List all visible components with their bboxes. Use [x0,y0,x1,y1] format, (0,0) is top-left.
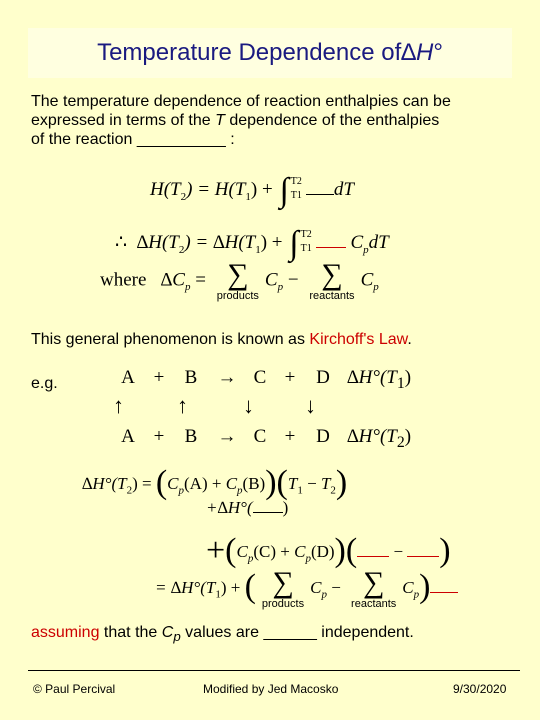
paren: ) [439,532,451,569]
minus: − [331,578,341,597]
intro-line-2 [31,111,511,130]
equation-delta-cp [100,260,379,302]
eq1-mid: ) = H(T [186,179,246,200]
reactants-label: reactants [309,290,355,302]
p-sub: p [321,588,327,601]
eq2-mid: ) = ∆H(T [184,232,256,253]
eq2-rhs: ) + [260,232,283,253]
deriv-close: ) + [220,578,241,597]
sum-reactants [351,568,396,610]
t-sub: 2 [396,433,405,451]
cp: C [360,269,374,291]
temperature-arrows [113,393,335,419]
eq1-dt: dT [333,179,354,200]
deriv-lhs: = ∆H°(T [155,578,216,597]
upper-limit: T2 [290,175,302,187]
paren: ) [282,498,289,517]
intro-paragraph [31,92,511,149]
title-delta: ∆ [401,39,416,66]
deriv-p: p [178,484,185,497]
equation-h-t2 [150,168,354,209]
assuming-text: independent. [316,624,414,641]
deriv-p: p [237,484,243,497]
derivation-line-4 [155,566,458,610]
deriv-lhs: ∆H°(T [82,474,127,493]
deriv-cp: C [167,474,179,493]
eq1-sub: 1 [245,190,251,203]
species-c: C [253,426,267,447]
dh-label: ∆H°(T [347,367,397,388]
species-b: B [184,367,198,388]
footer-divider [28,670,520,671]
species-c: C [253,367,267,388]
intro-text: dependence of the enthalpies [224,112,440,129]
t-sub: 1 [396,374,405,392]
deriv-c: (C) + [253,542,295,561]
delta-cp: ∆C [160,269,185,291]
eq2-sub: 2 [178,243,185,256]
footer-modified: Modified by Jed Macosko [203,682,339,696]
deriv-blank [430,592,458,593]
sigma-icon: ∑ [362,566,385,600]
intro-line-1: The temperature dependence of reaction enthalpies can be [31,93,451,110]
cp: C [264,269,278,291]
deriv-minus: − [302,474,321,493]
intro-blank: __________ [136,131,226,148]
derivation-line-3 [206,530,451,569]
sigma-icon: ∑ [321,258,343,291]
assuming-word: assuming [31,624,100,641]
title-degree: ° [433,39,443,66]
paren: )( [265,464,288,501]
deriv-t: T [287,474,298,493]
paren: ) [404,426,412,447]
paren: ) [404,367,412,388]
deriv-a: (A) + [184,474,226,493]
sigma-icon: ∑ [227,258,249,291]
deriv-cp: C [294,542,306,561]
deriv-d: (D) [310,542,335,561]
intro-line-3 [31,130,511,149]
paren: ) [335,464,348,501]
up-arrow-icon: ↑ [177,393,188,418]
species-b: B [184,426,198,447]
eq1-lhs: H(T [150,179,181,200]
paren: )( [334,532,358,569]
paren: ( [155,464,168,501]
deriv-sub: 1 [297,484,303,497]
intro-t: T [215,112,225,129]
species-d: D [316,426,330,447]
sigma-icon: ∑ [272,566,294,600]
eq2-cp: C [350,232,364,253]
assuming-c: C [161,624,174,641]
deriv-minus: − [389,542,408,561]
deriv-eq: ) = [132,474,152,493]
reaction-t1 [115,367,411,393]
reaction-t2 [115,426,411,452]
deriv-p: p [247,552,254,565]
assuming-blank: ______ [263,624,317,641]
title-prefix: Temperature Dependence of [97,39,402,66]
paren: +( [206,532,237,569]
integral-sign: ∫ [289,225,299,262]
species-a: A [121,367,135,388]
intro-text: : [225,131,235,148]
species-d: D [316,367,330,388]
p-sub: p [184,281,191,294]
dh-t2 [347,426,411,452]
deriv-sub: 1 [215,588,221,601]
assumption-statement [31,624,414,644]
equation-delta-h-t2 [115,221,389,262]
p-sub: p [373,281,379,294]
deriv-cp: C [225,474,238,493]
eq1-blank [306,194,334,195]
kirchoff-period: . [407,331,412,348]
p-sub: p [413,588,420,601]
cp: C [310,578,322,597]
intro-text: of the reaction [31,131,137,148]
deriv-sub: 2 [330,484,336,497]
deriv-sub: 2 [126,484,133,497]
deriv-b: (B) [242,474,266,493]
deriv-blank [407,556,439,557]
plus: + [153,426,165,447]
plus: + [284,426,296,447]
reaction-arrow: → [217,367,237,388]
kirchoff-law: Kirchoff's Law [309,331,408,348]
eq2-dt: dT [368,232,389,253]
lower-limit: T1 [300,242,312,254]
assuming-p: p [173,629,181,645]
deriv-t: T [320,474,331,493]
deriv-cp: C [236,542,248,561]
reactants-label: reactants [351,598,397,611]
kirchoff-statement [31,331,412,349]
products-label: products [216,290,259,302]
dh-label: ∆H°(T [347,426,397,447]
eq2-p: p [363,243,369,256]
products-label: products [261,598,305,611]
footer-date: 9/30/2020 [453,682,507,696]
paren: ( [244,568,256,605]
assuming-text: values are [180,624,264,641]
eq1-sub: 2 [180,190,187,203]
equals: = [195,269,206,291]
integral-limits [291,175,302,203]
therefore-symbol: ∴ [115,232,128,253]
deriv-blank [357,556,389,557]
dh-t1 [347,367,411,393]
minus: − [287,269,299,291]
footer-author: © Paul Percival [33,682,116,696]
integral-sign: ∫ [279,172,289,209]
up-arrow-icon: ↑ [113,393,124,418]
upper-limit: T2 [300,228,312,240]
species-a: A [121,426,135,447]
integral-limits [301,228,312,256]
eq2-lhs: ∆H(T [136,232,179,253]
plus: + [153,367,165,388]
sum-products [262,568,304,610]
down-arrow-icon: ↓ [305,393,316,418]
derivation-line-1 [82,462,348,501]
deriv-dh: +∆H°( [206,498,253,517]
assuming-text: that the [99,624,162,641]
sum-products [217,260,259,302]
slide-title [28,28,512,78]
cp: C [402,578,414,597]
derivation-line-2 [206,498,288,518]
eg-label: e.g. [31,375,58,392]
intro-text: expressed in terms of the [31,112,216,129]
paren: ) [419,568,431,605]
reaction-arrow: → [217,426,237,447]
eq2-blank [316,247,346,248]
title-h: H [415,39,434,66]
deriv-p: p [305,552,311,565]
eq2-sub: 1 [255,243,261,256]
eq1-rhs: ) + [250,179,273,200]
sum-reactants [309,260,354,302]
kirchoff-text: This general phenomenon is known as [31,331,310,348]
down-arrow-icon: ↓ [243,393,254,418]
where-label: where [100,269,147,291]
plus: + [284,367,296,388]
deriv-blank [253,512,283,513]
p-sub: p [277,281,284,294]
lower-limit: T1 [290,189,302,201]
